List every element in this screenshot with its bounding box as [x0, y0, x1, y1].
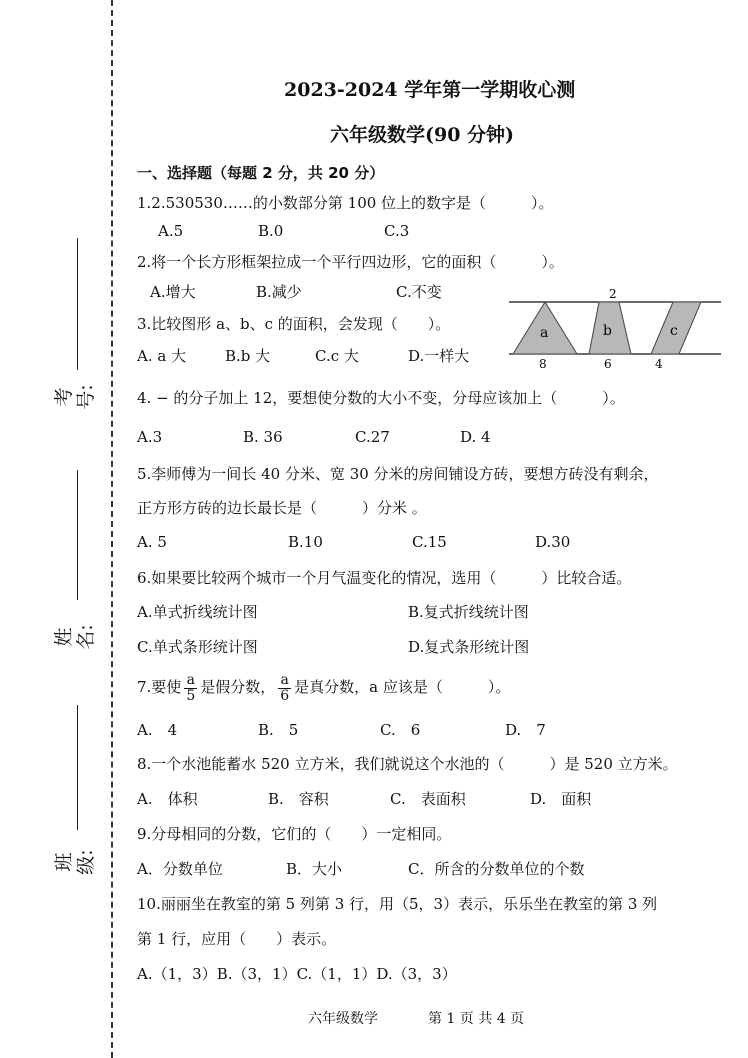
q3-option-c: C.c 大 [315, 347, 359, 365]
q3-figure [505, 284, 725, 374]
q2-option-a: A.增大 [150, 283, 196, 301]
q5-option-c: C.15 [412, 533, 447, 551]
question-6: 6.如果要比较两个城市一个月气温变化的情况，选用（ ）比较合适。 [137, 569, 632, 587]
q7-fraction-2 [278, 673, 291, 704]
section-heading: 一、选择题（每题 2 分，共 20 分） [137, 164, 385, 182]
q9-option-b: B．大小 [286, 860, 343, 878]
q7-middle: 是假分数， [200, 678, 276, 696]
q8-option-b: B. 容积 [268, 790, 329, 808]
q5-option-d: D.30 [535, 533, 571, 551]
base-c-label: 4 [655, 357, 663, 371]
q4-option-c: C.27 [355, 428, 390, 446]
q9-option-a: A．分数单位 [137, 860, 223, 878]
question-4: 4. − 的分子加上 12，要想使分数的大小不变，分母应该加上（ ）。 [137, 389, 625, 407]
q5-option-b: B.10 [288, 533, 323, 551]
footer-subject: 六年级数学 [308, 1011, 378, 1027]
question-7 [137, 669, 510, 705]
question-5-line-2: 正方形方砖的边长最长是（ ）分米 。 [137, 499, 427, 517]
q7-suffix: 是真分数，a 应该是（ ）。 [294, 678, 511, 696]
binding-dashed-line [111, 0, 113, 1058]
question-10-line-1: 10.丽丽坐在教室的第 5 列第 3 行，用（5，3）表示，乐乐坐在教室的第 3 列 [137, 895, 658, 913]
exam-subtitle: 六年级数学(90 分钟) [330, 124, 515, 146]
question-2: 2.将一个长方形框架拉成一个平行四边形，它的面积（ ）。 [137, 253, 564, 271]
q1-option-a: A.5 [158, 222, 184, 240]
q7-frac1-denominator: 5 [186, 687, 196, 704]
q6-option-d: D.复式条形统计图 [408, 638, 530, 656]
q1-option-c: C.3 [384, 222, 410, 240]
q10-options: A.（1，3）B.（3，1）C.（1，1）D.（3，3） [137, 965, 457, 983]
class-underline [77, 705, 78, 830]
q5-option-a: A. 5 [137, 533, 167, 551]
q6-option-c: C.单式条形统计图 [137, 638, 258, 656]
q3-option-a: A. a 大 [137, 347, 187, 365]
q4-option-a: A.3 [137, 428, 163, 446]
name-underline [77, 470, 78, 600]
q8-option-d: D. 面积 [530, 790, 592, 808]
q7-option-b: B. 5 [258, 721, 299, 739]
question-10-line-2: 第 1 行，应用（ ）表示。 [137, 930, 337, 948]
q7-prefix: 7.要使 [137, 678, 182, 696]
q7-option-c: C. 6 [380, 721, 421, 739]
shape-c-label: c [670, 323, 678, 339]
exam-no-underline [77, 238, 78, 370]
shape-a-label: a [540, 325, 549, 341]
q7-frac2-denominator: 6 [280, 687, 290, 704]
q7-option-d: D. 7 [505, 721, 546, 739]
base-a-label: 8 [539, 357, 547, 371]
base-b-label: 6 [604, 357, 612, 371]
q7-frac2-numerator: a [278, 673, 291, 689]
q8-option-c: C. 表面积 [390, 790, 466, 808]
q2-option-b: B.减少 [256, 283, 302, 301]
q7-option-a: A. 4 [137, 721, 178, 739]
exam-title: 2023-2024 学年第一学期收心测 [284, 79, 576, 101]
q8-option-a: A. 体积 [137, 790, 198, 808]
name-label: 姓名: [53, 624, 97, 650]
footer-page-info: 第 1 页 共 4 页 [428, 1011, 525, 1027]
q2-option-c: C.不变 [396, 283, 442, 301]
q6-option-b: B.复式折线统计图 [408, 603, 529, 621]
question-3: 3.比较图形 a、b、c 的面积，会发现（ ）。 [137, 315, 451, 333]
shape-b-label: b [603, 323, 612, 339]
q3-option-b: B.b 大 [225, 347, 271, 365]
q1-option-b: B.0 [258, 222, 284, 240]
question-9: 9.分母相同的分数，它们的（ ）一定相同。 [137, 825, 452, 843]
q7-frac1-numerator: a [184, 673, 197, 689]
figure-top-label: 2 [609, 287, 617, 301]
q9-option-c: C．所含的分数单位的个数 [408, 860, 585, 878]
q7-fraction-1 [184, 673, 197, 704]
question-1: 1.2.530530……的小数部分第 100 位上的数字是（ ）。 [137, 194, 554, 212]
question-8: 8.一个水池能蓄水 520 立方米，我们就说这个水池的（ ）是 520 立方米。 [137, 755, 678, 773]
q6-option-a: A.单式折线统计图 [137, 603, 258, 621]
question-5-line-1: 5.李师傅为一间长 40 分米、宽 30 分米的房间铺设方砖，要想方砖没有剩余， [137, 465, 659, 483]
class-label: 班级: [53, 849, 97, 875]
q4-option-b: B. 36 [243, 428, 283, 446]
exam-no-label: 考号: [53, 384, 97, 410]
q4-option-d: D. 4 [460, 428, 491, 446]
q3-option-d: D.一样大 [408, 347, 470, 365]
